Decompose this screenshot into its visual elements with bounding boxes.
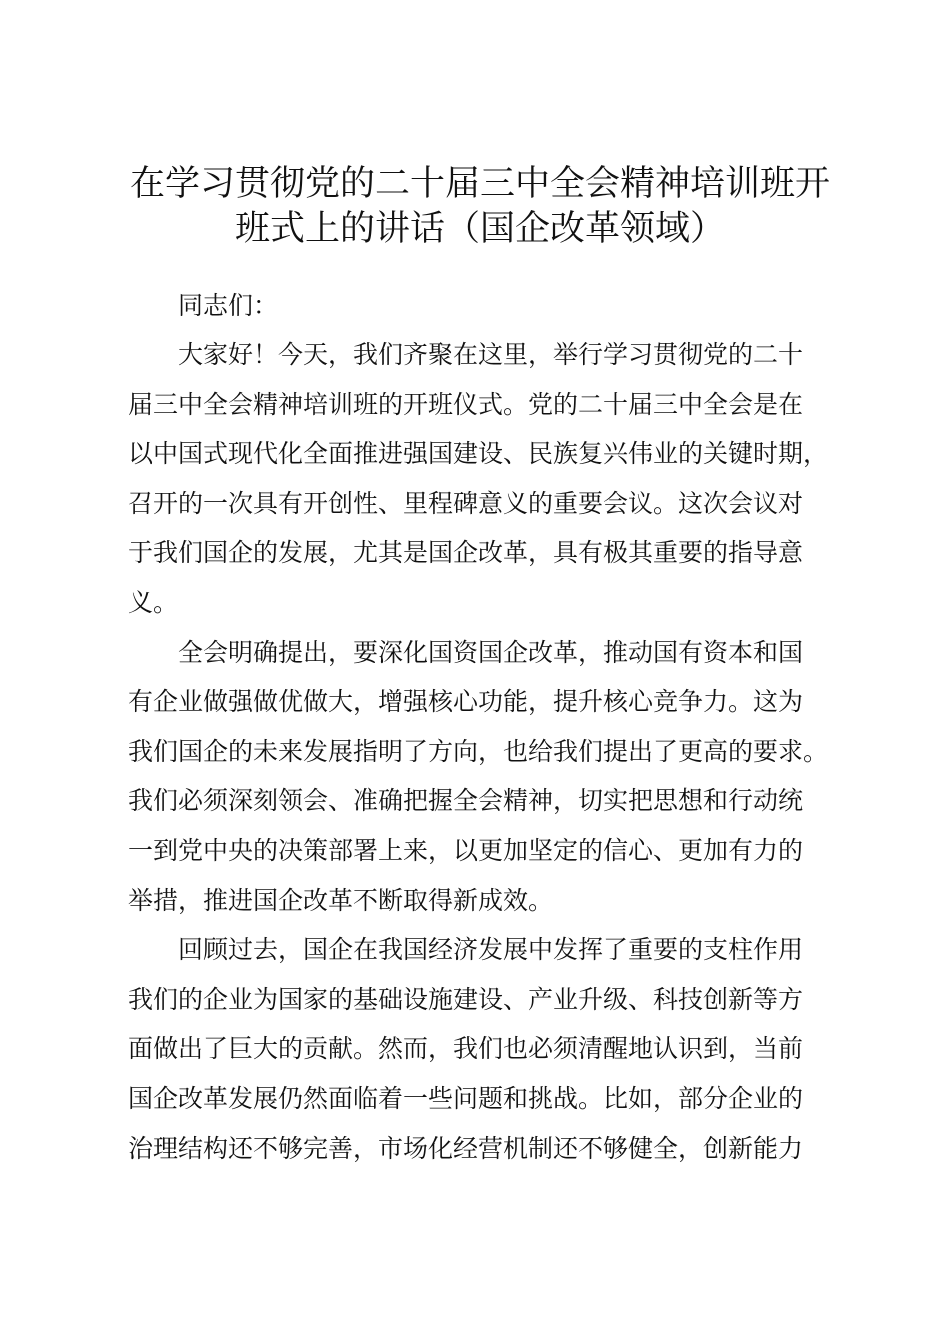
paragraph-line: 届三中全会精神培训班的开班仪式。党的二十届三中全会是在 (128, 389, 804, 419)
salutation: 同志们： (178, 291, 279, 320)
paragraph-line: 于我们国企的发展，尤其是国企改革，具有极其重要的指导意 (128, 538, 804, 568)
paragraph-line: 治理结构还不够完善，市场化经营机制还不够健全，创新能力 (128, 1133, 804, 1163)
paragraph-line: 义。 (128, 588, 179, 617)
paragraph-line: 回顾过去，国企在我国经济发展中发挥了重要的支柱作用 (178, 935, 804, 965)
paragraph-line: 全会明确提出，要深化国资国企改革，推动国有资本和国 (178, 637, 804, 667)
paragraph-line: 大家好！今天，我们齐聚在这里，举行学习贯彻党的二十 (178, 340, 804, 369)
paragraph-line: 面做出了巨大的贡献。然而，我们也必须清醒地认识到，当前 (128, 1034, 804, 1064)
paragraph-line: 我们的企业为国家的基础设施建设、产业升级、科技创新等方 (128, 984, 804, 1014)
paragraph-line: 以中国式现代化全面推进强国建设、民族复兴伟业的关键时期， (128, 439, 829, 469)
paragraph-line: 国企改革发展仍然面临着一些问题和挑战。比如，部分企业的 (128, 1084, 804, 1113)
document-title-line-2: 班式上的讲话（国企改革领域） (234, 209, 725, 249)
paragraph-line: 召开的一次具有开创性、里程碑意义的重要会议。这次会议对 (128, 488, 804, 518)
paragraph-line: 我们国企的未来发展指明了方向，也给我们提出了更高的要求。 (128, 736, 829, 766)
paragraph-line: 一到党中央的决策部署上来，以更加坚定的信心、更加有力的 (128, 836, 804, 865)
paragraph-line: 举措，推进国企改革不断取得新成效。 (128, 885, 554, 915)
paragraph-line: 我们必须深刻领会、准确把握全会精神，切实把思想和行动统 (128, 786, 804, 816)
paragraph-line: 有企业做强做优做大，增强核心功能，提升核心竞争力。这为 (128, 687, 804, 717)
document-title-line-1: 在学习贯彻党的二十届三中全会精神培训班开 (129, 164, 830, 204)
